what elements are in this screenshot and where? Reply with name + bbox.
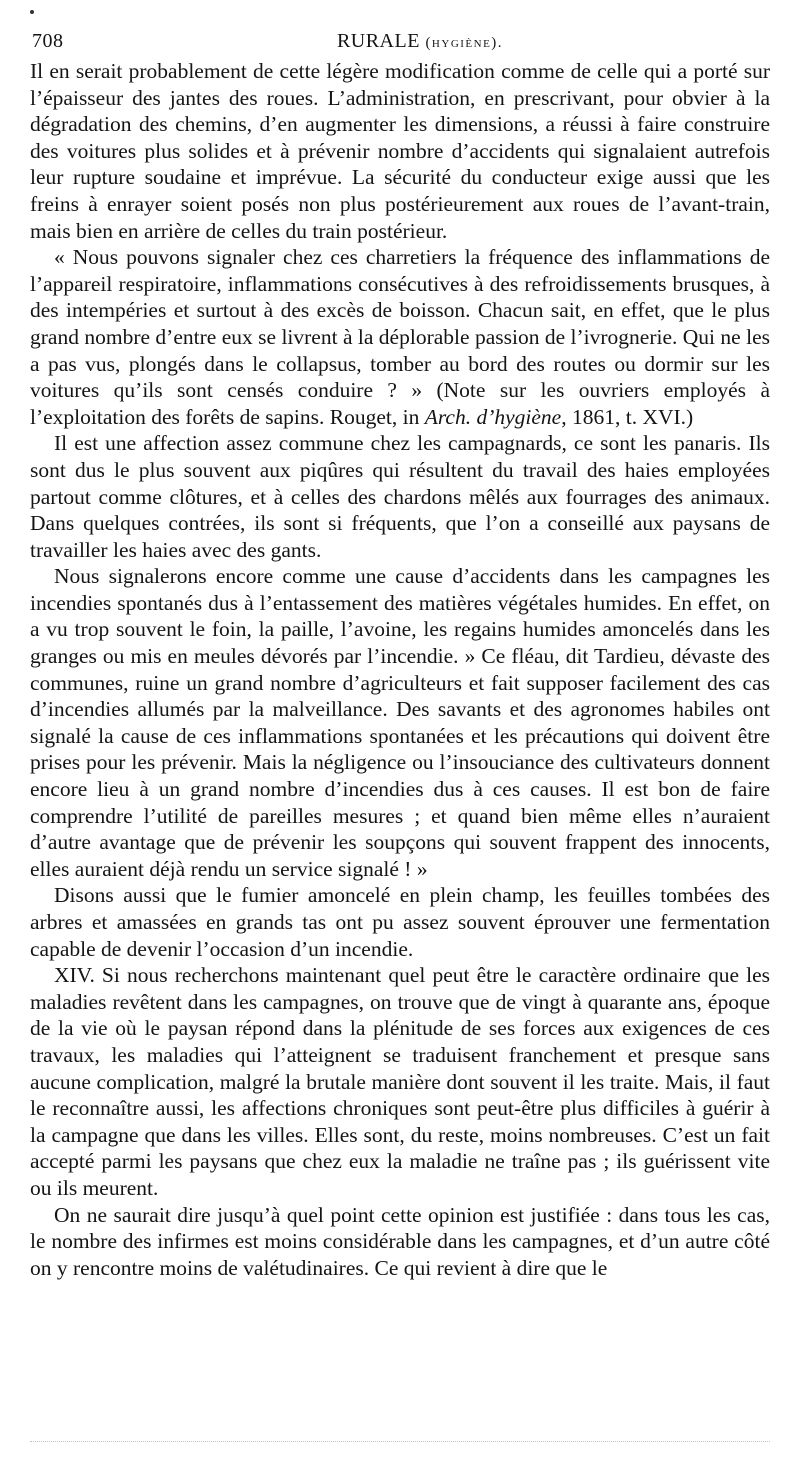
paragraph-text: On ne saurait dire jusqu’à quel point cette opinion est justifiée : dans tous les cas, le nombre des infirmes est moins considérable dans les campagnes, et d’un autre côté on y rencontre moins de valétudinaires. Ce qui revient à dire que le <box>30 1202 770 1280</box>
paragraph-panaris <box>30 430 770 563</box>
running-title-sub: (hygiène). <box>425 35 504 51</box>
paragraph-roues <box>30 58 770 244</box>
paragraph-text: Nous signalerons encore comme une cause d’accidents dans les campagnes les incendies spontanés dus à l’entassement des matières végétales humides. En effet, on a vu trop souvent le foin, la paille, l’avoine, les regains humides amoncelés dans les granges ou mis en meules dévorés par l’incendie. » Ce fléau, dit Tardieu, dévaste des communes, ruine un grand nombre d’agriculteurs et fait supposer facilement des cas d’incendies allumés par la malveillance. Des savants et des agronomes habiles ont signalé la cause de ces inflammations spontanées et les précautions qui doivent être prises pour les prévenir. Mais la négligence ou l’insouciance des cultivateurs donnent encore lieu à un grand nombre d’incendies dus à ces causes. Il est bon de faire comprendre l’utilité de pareilles mesures ; et quand bien même elles n’auraient d’autre avantage que de prévenir les soupçons qui souvent frappent des innocents, elles auraient déjà rendu un service signalé ! » <box>30 564 770 881</box>
running-head <box>30 22 770 56</box>
paragraph-section-xiv <box>30 962 770 1201</box>
bottom-bleed-marks <box>30 1441 770 1446</box>
paragraph-fumier <box>30 882 770 962</box>
paragraph-text: Disons aussi que le fumier amoncelé en plein champ, les feuilles tombées des arbres et amassées en grands tas ont pu assez souvent éprouver une fermentation capable de devenir l’occasion d’un incendie. <box>30 883 770 961</box>
paragraph-text: XIV. Si nous recherchons maintenant quel peut être le caractère ordinaire que les maladies revêtent dans les campagnes, on trouve que de vingt à quarante ans, époque de la vie où le paysan répond dans la plénitude de ses forces aux exigences de ces travaux, les maladies qui l’atteignent se traduisent franchement et presque sans aucune complication, malgré la brutale manière dont souvent il les traite. Mais, il faut le reconnaître aussi, les affections chroniques sont peut-être plus difficiles à guérir à la campagne que dans les villes. Elles sont, du reste, moins nombreuses. C’est un fait accepté parmi les paysans que chez eux la maladie ne traîne pas ; ils guérissent vite ou ils meurent. <box>30 963 770 1200</box>
running-title-main: RURALE <box>336 30 420 52</box>
page-corner-mark <box>30 10 34 14</box>
body-text <box>30 58 770 1281</box>
paragraph-text: « Nous pouvons signaler chez ces charretiers la fréquence des inflammations de l’appareil respiratoire, inflammations consécutives à des refroidissements brusques, à des intempéries et surtout à des excès de boisson. Chacun sait, en effet, que le plus grand nombre d’entre eux se livrent à la déplorable passion de l’ivrognerie. Qui ne les a pas vus, plongés dans le collapsus, tomber au bord des routes ou dormir sur les voitures qu’ils sont censés conduire ? » (Note sur les ouvriers employés à l’exploitation des forêts de sapins. Rouget, in <box>30 245 770 429</box>
page-number: 708 <box>32 30 64 52</box>
running-title <box>30 30 770 53</box>
journal-title: Arch. d’hygiène <box>424 404 562 429</box>
citation-tail: , 1861, t. XVI.) <box>561 404 694 429</box>
paragraph-infirmes <box>30 1202 770 1282</box>
paragraph-text: Il est une affection assez commune chez les campagnards, ce sont les panaris. Ils sont dus le plus souvent aux piqûres qui résultent du travail des haies employées partout comme clôtures, et à celles des chardons mêlés aux fourrages des animaux. Dans quelques contrées, ils sont si fréquents, que l’on a conseillé aux paysans de travailler les haies avec des gants. <box>30 431 770 562</box>
paragraph-charretiers <box>30 244 770 430</box>
paragraph-incendies <box>30 563 770 882</box>
document-page <box>30 22 770 1462</box>
paragraph-text: Il en serait probablement de cette légère modification comme de celle qui a porté sur l’épaisseur des jantes des roues. L’administration, en prescrivant, pour obvier à la dégradation des chemins, d’en augmenter les dimensions, a réussi à faire construire des voitures plus solides et à prévenir nombre d’accidents qui signalaient autrefois leur rupture soudaine et imprévue. La sécurité du conducteur exige aussi que les freins à enrayer soient posés non plus postérieurement aux roues de l’avant-train, mais bien en arrière de celles du train postérieur. <box>30 59 770 243</box>
